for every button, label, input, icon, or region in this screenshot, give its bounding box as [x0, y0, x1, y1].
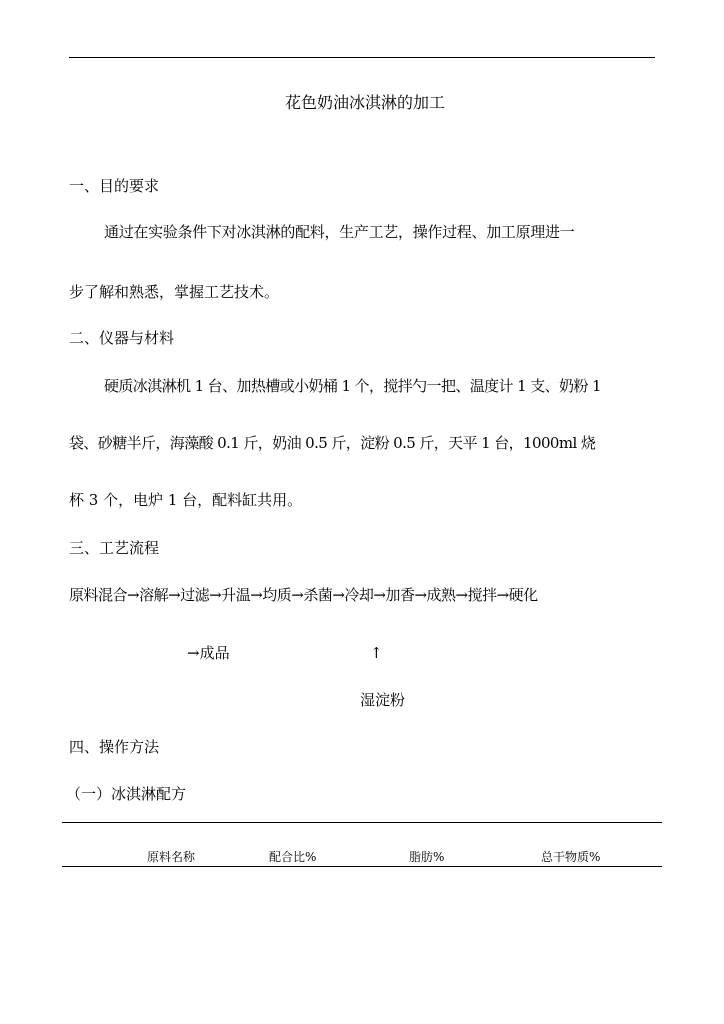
purpose-text-line2: 步了解和熟悉，掌握工艺技术。	[69, 283, 280, 301]
section-heading-process: 三、工艺流程	[69, 539, 160, 557]
purpose-text-line1: 通过在实验条件下对冰淇淋的配料，生产工艺，操作过程、加工原理进一	[104, 223, 575, 241]
top-rule	[69, 57, 655, 58]
process-note: 湿淀粉	[360, 691, 406, 709]
process-flow-line2: →成品	[187, 644, 230, 662]
subsection-recipe: （一）冰淇淋配方	[66, 785, 187, 803]
table-header-ratio: 配合比%	[269, 850, 317, 864]
table-top-rule	[62, 822, 662, 823]
table-header-ingredient: 原料名称	[147, 850, 196, 864]
page-title: 花色奶油冰淇淋的加工	[285, 93, 446, 112]
table-header-fat: 脂肪%	[409, 850, 445, 864]
materials-text-line1: 硬质冰淇淋机 1 台、加热槽或小奶桶 1 个，搅拌勺一把、温度计 1 支、奶粉 1	[104, 377, 601, 395]
process-flow-line1: 原料混合→溶解→过滤→升温→均质→杀菌→冷却→加香→成熟→搅拌→硬化	[69, 586, 538, 604]
section-heading-method: 四、操作方法	[69, 738, 160, 756]
section-heading-purpose: 一、目的要求	[69, 177, 160, 195]
table-header-dry-matter: 总干物质%	[541, 850, 601, 864]
up-arrow-icon: ↑	[370, 644, 383, 662]
materials-text-line3: 杯 3 个，电炉 1 台，配料缸共用。	[69, 491, 303, 509]
section-heading-materials: 二、仪器与材料	[69, 329, 175, 347]
materials-text-line2: 袋、砂糖半斤，海藻酸 0.1 斤，奶油 0.5 斤，淀粉 0.5 斤，天平 1 台，1000ml 烧	[69, 434, 596, 452]
table-header-rule	[62, 866, 662, 867]
